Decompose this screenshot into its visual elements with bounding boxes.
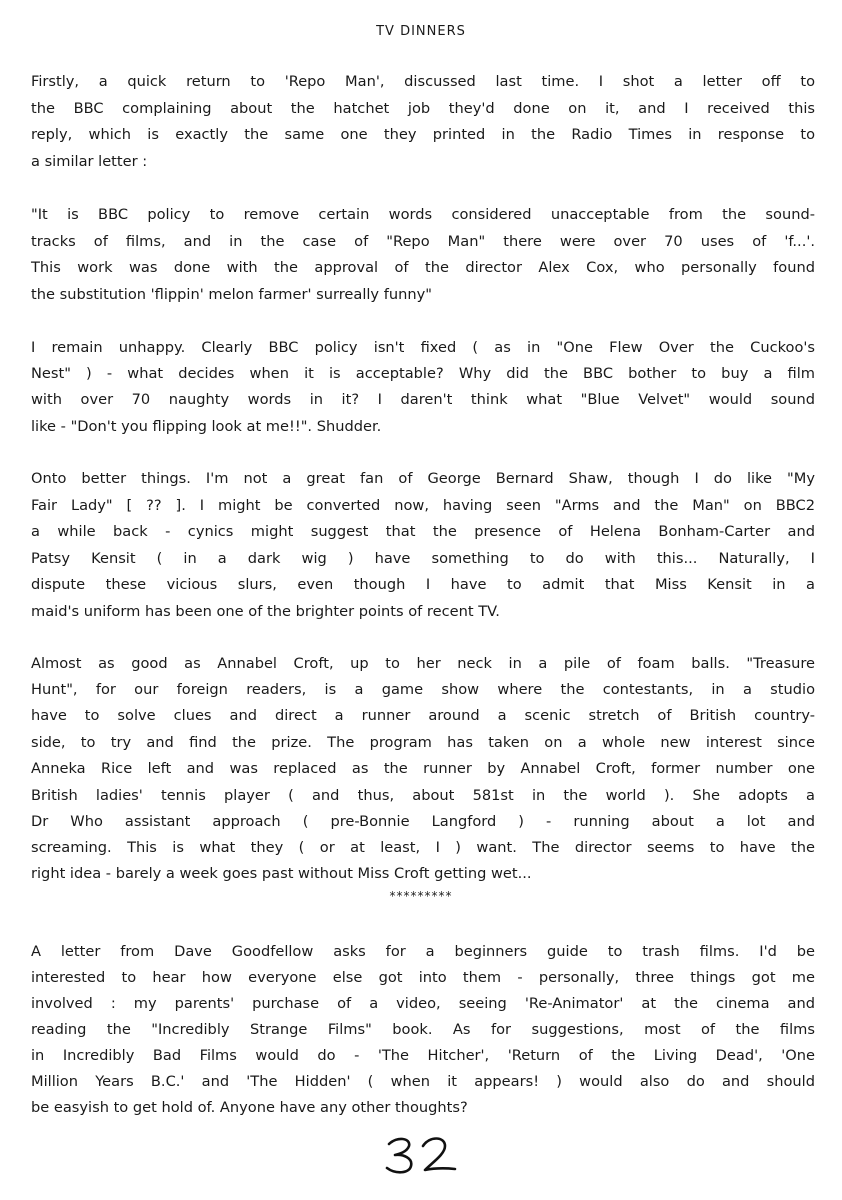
- text-line: Hunt", for our foreign readers, is a game show where the contestants, in a studio: [31, 681, 815, 698]
- text-line: Firstly, a quick return to 'Repo Man', discussed last time. I shot a letter off to: [31, 73, 815, 90]
- page-title: TV DINNERS: [376, 24, 466, 39]
- text-line: Almost as good as Annabel Croft, up to her neck in a pile of foam balls. "Treasure: [31, 655, 815, 672]
- text-line: like - "Don't you flipping look at me!!". Shudder.: [31, 418, 382, 435]
- text-line: "It is BBC policy to remove certain words considered unacceptable from the sound-: [31, 206, 815, 223]
- text-line: be easyish to get hold of. Anyone have any other thoughts?: [31, 1099, 468, 1116]
- text-line: in Incredibly Bad Films would do - 'The Hitcher', 'Return of the Living Dead', 'One: [31, 1047, 815, 1064]
- text-line: British ladies' tennis player ( and thus, about 581st in the world ). She adopts a: [31, 787, 815, 804]
- text-line: a while back - cynics might suggest that the presence of Helena Bonham-Carter and: [31, 523, 815, 540]
- section-separator: *********: [389, 889, 453, 903]
- text-line: reading the "Incredibly Strange Films" book. As for suggestions, most of the films: [31, 1021, 815, 1038]
- text-line: reply, which is exactly the same one they printed in the Radio Times in response to: [31, 126, 815, 143]
- text-line: the substitution 'flippin' melon farmer' surreally funny": [31, 286, 432, 303]
- text-line: Dr Who assistant approach ( pre-Bonnie Langford ) - running about a lot and: [31, 813, 815, 830]
- text-line: I remain unhappy. Clearly BBC policy isn't fixed ( as in "One Flew Over the Cuckoo's: [31, 339, 815, 356]
- text-line: Million Years B.C.' and 'The Hidden' ( when it appears! ) would also do and should: [31, 1073, 815, 1090]
- text-line: Nest" ) - what decides when it is acceptable? Why did the BBC bother to buy a film: [31, 365, 815, 382]
- text-line: tracks of films, and in the case of "Repo Man" there were over 70 uses of 'f...'.: [31, 233, 815, 250]
- text-line: Fair Lady" [ ?? ]. I might be converted now, having seen "Arms and the Man" on BBC2: [31, 497, 815, 514]
- text-line: with over 70 naughty words in it? I daren't think what "Blue Velvet" would sound: [31, 391, 815, 408]
- text-line: the BBC complaining about the hatchet job they'd done on it, and I received this: [31, 100, 815, 117]
- text-line: screaming. This is what they ( or at least, I ) want. The director seems to have the: [31, 839, 815, 856]
- text-line: side, to try and find the prize. The program has taken on a whole new interest since: [31, 734, 815, 751]
- text-line: involved : my parents' purchase of a video, seeing 'Re-Animator' at the cinema and: [31, 995, 815, 1012]
- text-line: This work was done with the approval of the director Alex Cox, who personally found: [31, 259, 815, 276]
- text-line: dispute these vicious slurs, even though I have to admit that Miss Kensit in a: [31, 576, 815, 593]
- text-line: maid's uniform has been one of the brighter points of recent TV.: [31, 603, 500, 620]
- text-line: A letter from Dave Goodfellow asks for a beginners guide to trash films. I'd be: [31, 943, 815, 960]
- text-line: Anneka Rice left and was replaced as the runner by Annabel Croft, former number one: [31, 760, 815, 777]
- page-number: [0, 1132, 842, 1182]
- text-line: Patsy Kensit ( in a dark wig ) have something to do with this... Naturally, I: [31, 550, 815, 567]
- text-line: right idea - barely a week goes past without Miss Croft getting wet...: [31, 865, 532, 882]
- handwritten-page-number-icon: [381, 1132, 461, 1178]
- text-line: interested to hear how everyone else got into them - personally, three things got me: [31, 969, 815, 986]
- text-line: a similar letter :: [31, 153, 148, 170]
- text-line: Onto better things. I'm not a great fan of George Bernard Shaw, though I do like "My: [31, 470, 815, 487]
- text-line: have to solve clues and direct a runner around a scenic stretch of British country-: [31, 707, 815, 724]
